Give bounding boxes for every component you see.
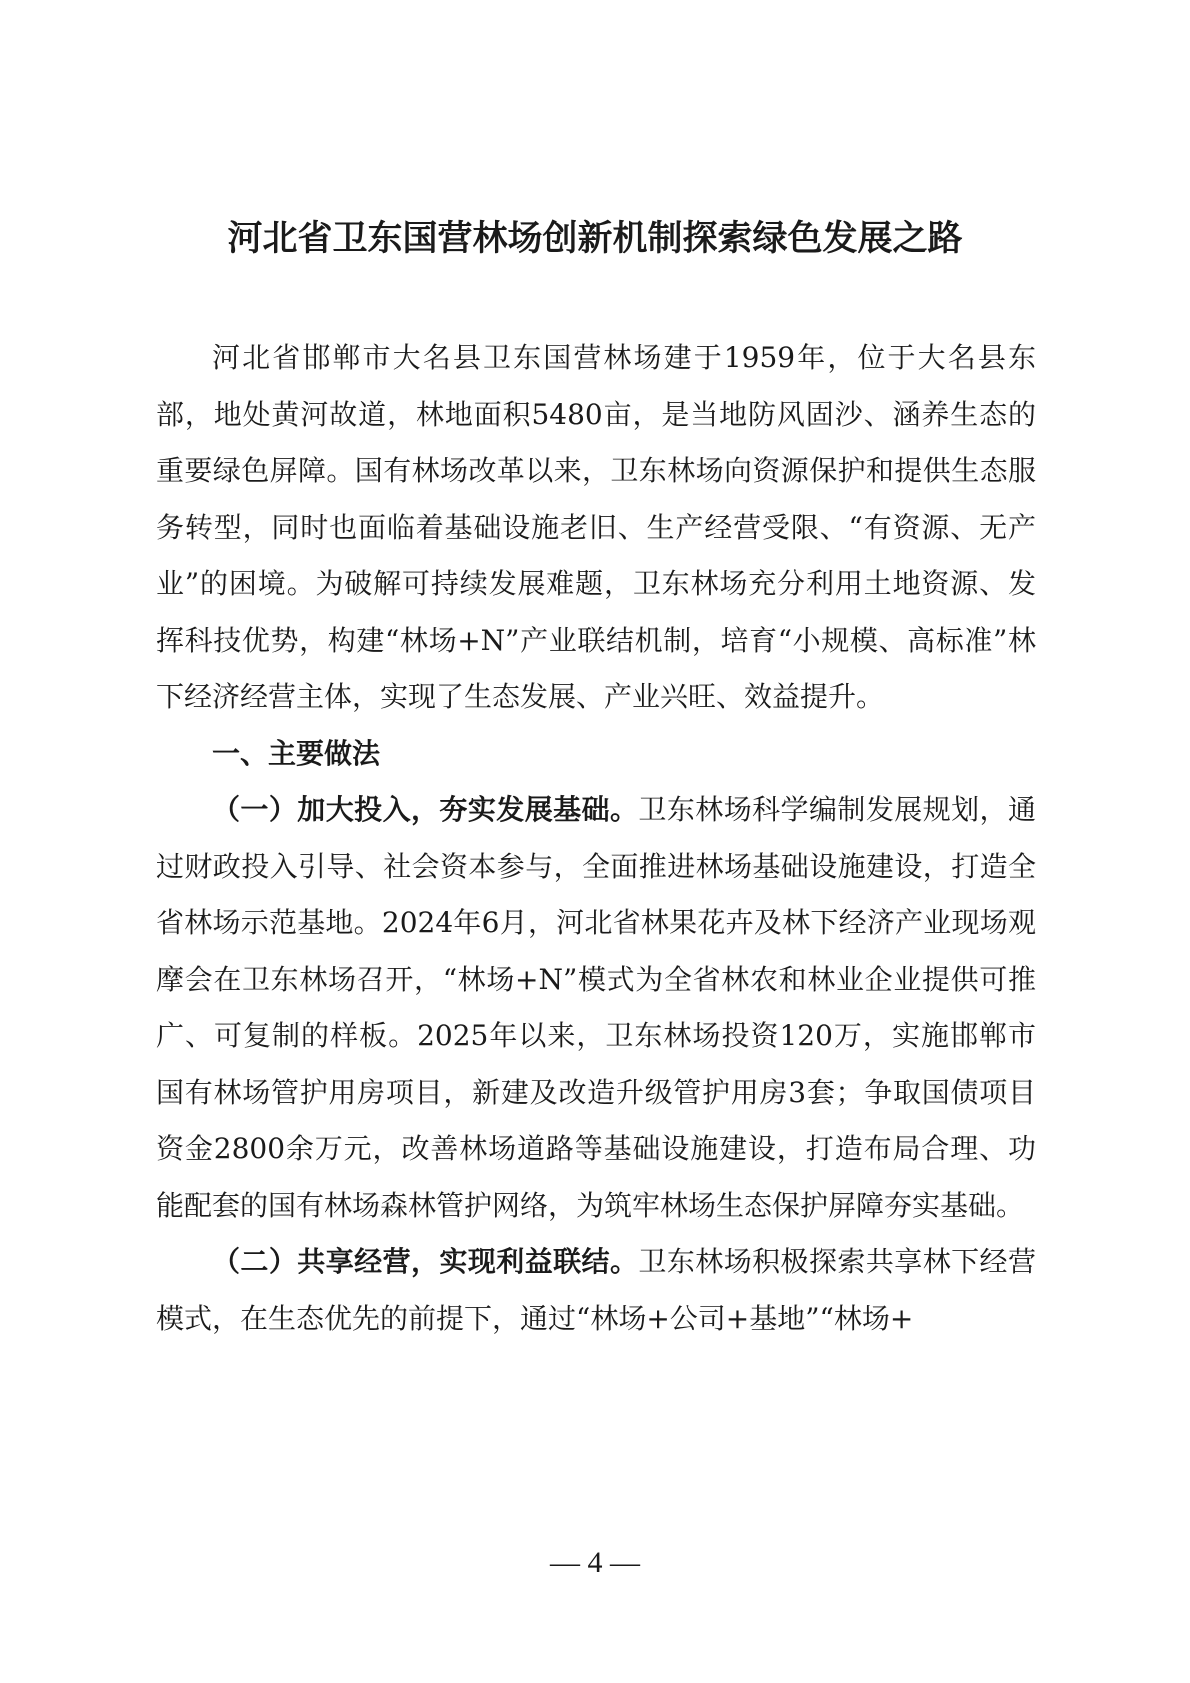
item-2-text: 卫东林场积极探索共享林下经营模式，在生态优先的前提下，通过“林场+公司+基地”“林场+ bbox=[156, 1245, 1036, 1335]
item-1-text: 卫东林场科学编制发展规划，通过财政投入引导、社会资本参与，全面推进林场基础设施建设，打造全省林场示范基地。2024年6月，河北省林果花卉及林下经济产业现场观摩会在卫东林场召开，“林场+N”模式为全省林农和林业企业提供可推广、可复制的样板。2025年以来，卫东林场投资120万，实施邯郸市国有林场管护用房项目，新建及改造升级管护用房3套；争取国债项目资金2800余万元，改善林场道路等基础设施建设，打造布局合理、功能配套的国有林场森林管护网络，为筑牢林场生态保护屏障夯实基础。 bbox=[156, 793, 1036, 1222]
intro-paragraph: 河北省邯郸市大名县卫东国营林场建于1959年，位于大名县东部，地处黄河故道，林地面积5480亩，是当地防风固沙、涵养生态的重要绿色屏障。国有林场改革以来，卫东林场向资源保护和提供生态服务转型，同时也面临着基础设施老旧、生产经营受限、“有资源、无产业”的困境。为破解可持续发展难题，卫东林场充分利用土地资源、发挥科技优势，构建“林场+N”产业联结机制，培育“小规模、高标准”林下经济经营主体，实现了生态发展、产业兴旺、效益提升。 bbox=[156, 341, 1036, 713]
item-1-lead: （一）加大投入，夯实发展基础。 bbox=[212, 793, 639, 826]
paragraph-item-1 bbox=[156, 782, 1036, 1234]
page-number: — 4 — bbox=[550, 1546, 640, 1579]
section-heading-main-practices: 一、主要做法 bbox=[212, 736, 381, 770]
item-2-lead: （二）共享经营，实现利益联结。 bbox=[212, 1245, 639, 1278]
document-title: 河北省卫东国营林场创新机制探索绿色发展之路 bbox=[227, 219, 963, 259]
paragraph-item-2 bbox=[156, 1234, 1036, 1347]
document-body bbox=[156, 330, 1036, 1347]
